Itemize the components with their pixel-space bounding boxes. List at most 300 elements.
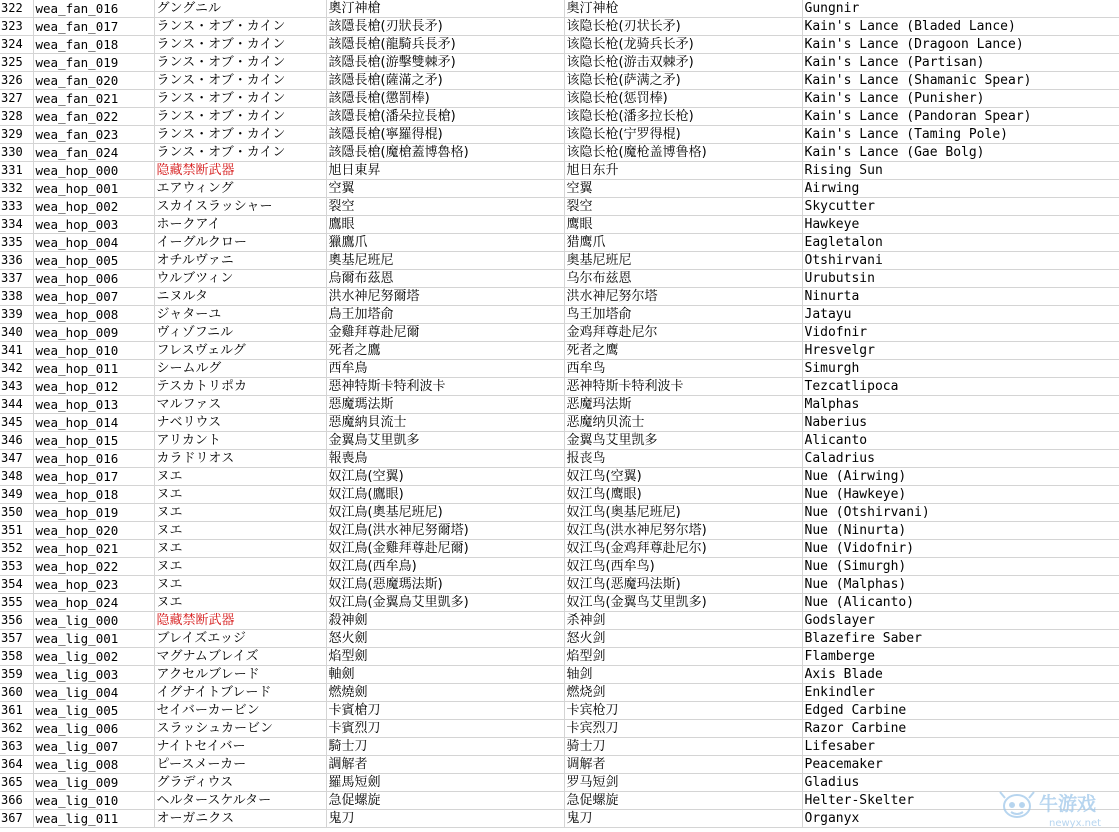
row-number-cell[interactable]: 331	[0, 162, 33, 180]
traditional-chinese-cell[interactable]: 羅馬短劍	[326, 774, 564, 792]
simplified-chinese-cell[interactable]: 急促螺旋	[564, 792, 802, 810]
japanese-name-cell[interactable]: カラドリオス	[154, 450, 326, 468]
row-number-cell[interactable]: 326	[0, 72, 33, 90]
english-name-cell[interactable]: Nue (Vidofnir)	[802, 540, 1119, 558]
row-number-cell[interactable]: 348	[0, 468, 33, 486]
english-name-cell[interactable]: Axis Blade	[802, 666, 1119, 684]
english-name-cell[interactable]: Nue (Malphas)	[802, 576, 1119, 594]
simplified-chinese-cell[interactable]: 洪水神尼努尔塔	[564, 288, 802, 306]
traditional-chinese-cell[interactable]: 鷹眼	[326, 216, 564, 234]
table-row	[0, 54, 1119, 72]
english-name-cell[interactable]: Godslayer	[802, 612, 1119, 630]
traditional-chinese-cell[interactable]: 裂空	[326, 198, 564, 216]
english-name-cell[interactable]: Vidofnir	[802, 324, 1119, 342]
simplified-chinese-cell[interactable]: 奴江鸟(洪水神尼努尔塔)	[564, 522, 802, 540]
row-number-cell[interactable]: 356	[0, 612, 33, 630]
simplified-chinese-cell[interactable]: 奴江鸟(西牟鸟)	[564, 558, 802, 576]
japanese-name-cell[interactable]: オチルヴァニ	[154, 252, 326, 270]
table-row	[0, 108, 1119, 126]
id-cell[interactable]: wea_hop_020	[33, 522, 154, 540]
id-cell[interactable]: wea_lig_004	[33, 684, 154, 702]
id-cell[interactable]: wea_hop_010	[33, 342, 154, 360]
row-number-cell[interactable]: 323	[0, 18, 33, 36]
row-number-cell[interactable]: 344	[0, 396, 33, 414]
id-cell[interactable]: wea_fan_018	[33, 36, 154, 54]
traditional-chinese-cell[interactable]: 鬼刀	[326, 810, 564, 828]
traditional-chinese-cell[interactable]: 該隱長槍(刃狀長矛)	[326, 18, 564, 36]
row-number-cell[interactable]: 346	[0, 432, 33, 450]
row-number-cell[interactable]: 339	[0, 306, 33, 324]
simplified-chinese-cell[interactable]: 奴江鸟(奥基尼班尼)	[564, 504, 802, 522]
table-row	[0, 252, 1119, 270]
row-number-cell[interactable]: 341	[0, 342, 33, 360]
simplified-chinese-cell[interactable]: 奴江鸟(恶魔玛法斯)	[564, 576, 802, 594]
japanese-name-cell[interactable]: ランス・オブ・カイン	[154, 72, 326, 90]
japanese-name-cell[interactable]: アリカント	[154, 432, 326, 450]
japanese-name-cell[interactable]: ピースメーカー	[154, 756, 326, 774]
simplified-chinese-cell[interactable]: 轴剑	[564, 666, 802, 684]
id-cell[interactable]: wea_hop_009	[33, 324, 154, 342]
japanese-name-cell[interactable]: ランス・オブ・カイン	[154, 108, 326, 126]
id-cell[interactable]: wea_hop_023	[33, 576, 154, 594]
row-number-cell[interactable]: 365	[0, 774, 33, 792]
id-cell[interactable]: wea_hop_013	[33, 396, 154, 414]
row-number-cell[interactable]: 336	[0, 252, 33, 270]
row-number-cell[interactable]: 366	[0, 792, 33, 810]
traditional-chinese-cell[interactable]: 調解者	[326, 756, 564, 774]
english-name-cell[interactable]: Helter-Skelter	[802, 792, 1119, 810]
japanese-name-cell[interactable]: イグナイトブレード	[154, 684, 326, 702]
english-name-cell[interactable]: Razor Carbine	[802, 720, 1119, 738]
english-name-cell[interactable]: Kain's Lance (Dragoon Lance)	[802, 36, 1119, 54]
simplified-chinese-cell[interactable]: 骑士刀	[564, 738, 802, 756]
id-cell[interactable]: wea_lig_005	[33, 702, 154, 720]
row-number-cell[interactable]: 358	[0, 648, 33, 666]
english-name-cell[interactable]: Ninurta	[802, 288, 1119, 306]
id-cell[interactable]: wea_fan_016	[33, 0, 154, 18]
traditional-chinese-cell[interactable]: 空翼	[326, 180, 564, 198]
simplified-chinese-cell[interactable]: 奴江鸟(空翼)	[564, 468, 802, 486]
table-row	[0, 486, 1119, 504]
simplified-chinese-cell[interactable]: 该隐长枪(魔枪盖博鲁格)	[564, 144, 802, 162]
row-number-cell[interactable]: 342	[0, 360, 33, 378]
row-number-cell[interactable]: 352	[0, 540, 33, 558]
table-row	[0, 612, 1119, 630]
traditional-chinese-cell[interactable]: 奴江鳥(金雞拜尊赴尼爾)	[326, 540, 564, 558]
id-cell[interactable]: wea_fan_019	[33, 54, 154, 72]
id-cell[interactable]: wea_lig_003	[33, 666, 154, 684]
id-cell[interactable]: wea_hop_005	[33, 252, 154, 270]
traditional-chinese-cell[interactable]: 軸劍	[326, 666, 564, 684]
japanese-name-cell[interactable]: マグナムブレイズ	[154, 648, 326, 666]
row-number-cell[interactable]: 353	[0, 558, 33, 576]
table-row	[0, 648, 1119, 666]
traditional-chinese-cell[interactable]: 奴江鳥(洪水神尼努爾塔)	[326, 522, 564, 540]
traditional-chinese-cell[interactable]: 奴江鳥(金翼鳥艾里凱多)	[326, 594, 564, 612]
japanese-name-cell[interactable]: ブレイズエッジ	[154, 630, 326, 648]
japanese-name-cell[interactable]: ヌエ	[154, 468, 326, 486]
english-name-cell[interactable]: Flamberge	[802, 648, 1119, 666]
simplified-chinese-cell[interactable]: 鹰眼	[564, 216, 802, 234]
japanese-name-cell[interactable]: ニヌルタ	[154, 288, 326, 306]
id-cell[interactable]: wea_hop_001	[33, 180, 154, 198]
traditional-chinese-cell[interactable]: 奴江鳥(空翼)	[326, 468, 564, 486]
english-name-cell[interactable]: Malphas	[802, 396, 1119, 414]
simplified-chinese-cell[interactable]: 乌尔布兹恩	[564, 270, 802, 288]
row-number-cell[interactable]: 354	[0, 576, 33, 594]
table-row	[0, 342, 1119, 360]
row-number-cell[interactable]: 327	[0, 90, 33, 108]
simplified-chinese-cell[interactable]: 金鸡拜尊赴尼尔	[564, 324, 802, 342]
japanese-name-cell[interactable]: エアウィング	[154, 180, 326, 198]
table-row	[0, 432, 1119, 450]
id-cell[interactable]: wea_hop_024	[33, 594, 154, 612]
simplified-chinese-cell[interactable]: 该隐长枪(萨满之矛)	[564, 72, 802, 90]
id-cell[interactable]: wea_hop_000	[33, 162, 154, 180]
row-number-cell[interactable]: 351	[0, 522, 33, 540]
simplified-chinese-cell[interactable]: 奴江鸟(金鸡拜尊赴尼尔)	[564, 540, 802, 558]
english-name-cell[interactable]: Kain's Lance (Gae Bolg)	[802, 144, 1119, 162]
japanese-name-cell[interactable]: ナベリウス	[154, 414, 326, 432]
id-cell[interactable]: wea_lig_011	[33, 810, 154, 828]
table-row	[0, 216, 1119, 234]
japanese-name-cell[interactable]: ヌエ	[154, 576, 326, 594]
id-cell[interactable]: wea_hop_022	[33, 558, 154, 576]
table-row	[0, 18, 1119, 36]
simplified-chinese-cell[interactable]: 卡宾烈刀	[564, 720, 802, 738]
table-row	[0, 450, 1119, 468]
table-row	[0, 126, 1119, 144]
row-number-cell[interactable]: 328	[0, 108, 33, 126]
english-name-cell[interactable]: Caladrius	[802, 450, 1119, 468]
id-cell[interactable]: wea_hop_019	[33, 504, 154, 522]
english-name-cell[interactable]: Blazefire Saber	[802, 630, 1119, 648]
simplified-chinese-cell[interactable]: 恶魔纳贝流士	[564, 414, 802, 432]
simplified-chinese-cell[interactable]: 该隐长枪(宁罗得棍)	[564, 126, 802, 144]
row-number-cell[interactable]: 340	[0, 324, 33, 342]
japanese-name-cell[interactable]: ヌエ	[154, 558, 326, 576]
simplified-chinese-cell[interactable]: 该隐长枪(惩罚棒)	[564, 90, 802, 108]
english-name-cell[interactable]: Urubutsin	[802, 270, 1119, 288]
simplified-chinese-cell[interactable]: 鸟王加塔俞	[564, 306, 802, 324]
english-name-cell[interactable]: Alicanto	[802, 432, 1119, 450]
japanese-name-cell[interactable]: フレスヴェルグ	[154, 342, 326, 360]
japanese-name-cell[interactable]: マルファス	[154, 396, 326, 414]
traditional-chinese-cell[interactable]: 金翼鳥艾里凱多	[326, 432, 564, 450]
english-name-cell[interactable]: Nue (Simurgh)	[802, 558, 1119, 576]
row-number-cell[interactable]: 357	[0, 630, 33, 648]
simplified-chinese-cell[interactable]: 死者之鹰	[564, 342, 802, 360]
traditional-chinese-cell[interactable]: 奧汀神槍	[326, 0, 564, 18]
simplified-chinese-cell[interactable]: 罗马短剑	[564, 774, 802, 792]
english-name-cell[interactable]: Otshirvani	[802, 252, 1119, 270]
id-cell[interactable]: wea_lig_007	[33, 738, 154, 756]
japanese-name-cell[interactable]: ヌエ	[154, 522, 326, 540]
english-name-cell[interactable]: Tezcatlipoca	[802, 378, 1119, 396]
row-number-cell[interactable]: 360	[0, 684, 33, 702]
traditional-chinese-cell[interactable]: 該隱長槍(懲罰棒)	[326, 90, 564, 108]
japanese-name-cell[interactable]: ウルブツィン	[154, 270, 326, 288]
japanese-name-cell[interactable]: ランス・オブ・カイン	[154, 36, 326, 54]
japanese-name-cell[interactable]: ホークアイ	[154, 216, 326, 234]
english-name-cell[interactable]: Rising Sun	[802, 162, 1119, 180]
table-row	[0, 738, 1119, 756]
simplified-chinese-cell[interactable]: 裂空	[564, 198, 802, 216]
id-cell[interactable]: wea_lig_008	[33, 756, 154, 774]
row-number-cell[interactable]: 367	[0, 810, 33, 828]
english-name-cell[interactable]: Nue (Otshirvani)	[802, 504, 1119, 522]
id-cell[interactable]: wea_hop_014	[33, 414, 154, 432]
id-cell[interactable]: wea_lig_000	[33, 612, 154, 630]
id-cell[interactable]: wea_hop_006	[33, 270, 154, 288]
traditional-chinese-cell[interactable]: 卡賓槍刀	[326, 702, 564, 720]
traditional-chinese-cell[interactable]: 旭日東昇	[326, 162, 564, 180]
simplified-chinese-cell[interactable]: 该隐长枪(游击双棘矛)	[564, 54, 802, 72]
japanese-name-cell[interactable]: 隐藏禁断武器	[154, 612, 326, 630]
id-cell[interactable]: wea_hop_017	[33, 468, 154, 486]
english-name-cell[interactable]: Nue (Ninurta)	[802, 522, 1119, 540]
english-name-cell[interactable]: Simurgh	[802, 360, 1119, 378]
row-number-cell[interactable]: 338	[0, 288, 33, 306]
japanese-name-cell[interactable]: オーガニクス	[154, 810, 326, 828]
english-name-cell[interactable]: Gungnir	[802, 0, 1119, 18]
simplified-chinese-cell[interactable]: 奴江鸟(金翼鸟艾里凯多)	[564, 594, 802, 612]
id-cell[interactable]: wea_hop_002	[33, 198, 154, 216]
japanese-name-cell[interactable]: ランス・オブ・カイン	[154, 90, 326, 108]
simplified-chinese-cell[interactable]: 该隐长枪(龙骑兵长矛)	[564, 36, 802, 54]
table-row	[0, 792, 1119, 810]
table-row	[0, 36, 1119, 54]
english-name-cell[interactable]: Hawkeye	[802, 216, 1119, 234]
id-cell[interactable]: wea_hop_004	[33, 234, 154, 252]
japanese-name-cell[interactable]: アクセルブレード	[154, 666, 326, 684]
simplified-chinese-cell[interactable]: 该隐长枪(潘多拉长枪)	[564, 108, 802, 126]
row-number-cell[interactable]: 333	[0, 198, 33, 216]
japanese-name-cell[interactable]: ヌエ	[154, 486, 326, 504]
row-number-cell[interactable]: 362	[0, 720, 33, 738]
table-row	[0, 810, 1119, 828]
traditional-chinese-cell[interactable]: 殺神劍	[326, 612, 564, 630]
japanese-name-cell[interactable]: ヌエ	[154, 540, 326, 558]
japanese-name-cell[interactable]: ランス・オブ・カイン	[154, 144, 326, 162]
id-cell[interactable]: wea_lig_010	[33, 792, 154, 810]
japanese-name-cell[interactable]: ヌエ	[154, 594, 326, 612]
traditional-chinese-cell[interactable]: 惡神特斯卡特利波卡	[326, 378, 564, 396]
table-row	[0, 630, 1119, 648]
table-row	[0, 576, 1119, 594]
traditional-chinese-cell[interactable]: 洪水神尼努爾塔	[326, 288, 564, 306]
row-number-cell[interactable]: 329	[0, 126, 33, 144]
traditional-chinese-cell[interactable]: 該隱長槍(龍騎兵長矛)	[326, 36, 564, 54]
simplified-chinese-cell[interactable]: 猎鹰爪	[564, 234, 802, 252]
id-cell[interactable]: wea_hop_016	[33, 450, 154, 468]
english-name-cell[interactable]: Skycutter	[802, 198, 1119, 216]
traditional-chinese-cell[interactable]: 西牟鳥	[326, 360, 564, 378]
id-cell[interactable]: wea_fan_021	[33, 90, 154, 108]
table-row	[0, 666, 1119, 684]
japanese-name-cell[interactable]: シームルグ	[154, 360, 326, 378]
japanese-name-cell[interactable]: グングニル	[154, 0, 326, 18]
row-number-cell[interactable]: 330	[0, 144, 33, 162]
row-number-cell[interactable]: 350	[0, 504, 33, 522]
english-name-cell[interactable]: Kain's Lance (Pandoran Spear)	[802, 108, 1119, 126]
traditional-chinese-cell[interactable]: 燃燒劍	[326, 684, 564, 702]
japanese-name-cell[interactable]: スカイスラッシャー	[154, 198, 326, 216]
simplified-chinese-cell[interactable]: 旭日东升	[564, 162, 802, 180]
row-number-cell[interactable]: 359	[0, 666, 33, 684]
id-cell[interactable]: wea_hop_008	[33, 306, 154, 324]
traditional-chinese-cell[interactable]: 焰型劍	[326, 648, 564, 666]
row-number-cell[interactable]: 364	[0, 756, 33, 774]
english-name-cell[interactable]: Gladius	[802, 774, 1119, 792]
traditional-chinese-cell[interactable]: 怒火劍	[326, 630, 564, 648]
simplified-chinese-cell[interactable]: 调解者	[564, 756, 802, 774]
id-cell[interactable]: wea_lig_009	[33, 774, 154, 792]
table-row	[0, 504, 1119, 522]
traditional-chinese-cell[interactable]: 獵鷹爪	[326, 234, 564, 252]
japanese-name-cell[interactable]: スラッシュカービン	[154, 720, 326, 738]
row-number-cell[interactable]: 355	[0, 594, 33, 612]
english-name-cell[interactable]: Nue (Alicanto)	[802, 594, 1119, 612]
simplified-chinese-cell[interactable]: 燃烧剑	[564, 684, 802, 702]
simplified-chinese-cell[interactable]: 西牟鸟	[564, 360, 802, 378]
traditional-chinese-cell[interactable]: 鳥王加塔俞	[326, 306, 564, 324]
traditional-chinese-cell[interactable]: 急促螺旋	[326, 792, 564, 810]
japanese-name-cell[interactable]: ランス・オブ・カイン	[154, 126, 326, 144]
english-name-cell[interactable]: Enkindler	[802, 684, 1119, 702]
id-cell[interactable]: wea_fan_023	[33, 126, 154, 144]
simplified-chinese-cell[interactable]: 金翼鸟艾里凯多	[564, 432, 802, 450]
japanese-name-cell[interactable]: ジャターユ	[154, 306, 326, 324]
english-name-cell[interactable]: Hresvelgr	[802, 342, 1119, 360]
english-name-cell[interactable]: Peacemaker	[802, 756, 1119, 774]
traditional-chinese-cell[interactable]: 奴江鳥(奧基尼班尼)	[326, 504, 564, 522]
japanese-name-cell[interactable]: テスカトリポカ	[154, 378, 326, 396]
id-cell[interactable]: wea_lig_006	[33, 720, 154, 738]
simplified-chinese-cell[interactable]: 该隐长枪(刃状长矛)	[564, 18, 802, 36]
traditional-chinese-cell[interactable]: 奧基尼班尼	[326, 252, 564, 270]
row-number-cell[interactable]: 363	[0, 738, 33, 756]
japanese-name-cell[interactable]: セイバーカービン	[154, 702, 326, 720]
traditional-chinese-cell[interactable]: 該隱長槍(游擊雙棘矛)	[326, 54, 564, 72]
traditional-chinese-cell[interactable]: 報喪鳥	[326, 450, 564, 468]
row-number-cell[interactable]: 332	[0, 180, 33, 198]
japanese-name-cell[interactable]: イーグルクロー	[154, 234, 326, 252]
id-cell[interactable]: wea_hop_015	[33, 432, 154, 450]
japanese-name-cell[interactable]: ランス・オブ・カイン	[154, 54, 326, 72]
id-cell[interactable]: wea_fan_017	[33, 18, 154, 36]
english-name-cell[interactable]: Kain's Lance (Bladed Lance)	[802, 18, 1119, 36]
japanese-name-cell[interactable]: ナイトセイバー	[154, 738, 326, 756]
english-name-cell[interactable]: Kain's Lance (Taming Pole)	[802, 126, 1119, 144]
id-cell[interactable]: wea_fan_020	[33, 72, 154, 90]
english-name-cell[interactable]: Nue (Airwing)	[802, 468, 1119, 486]
simplified-chinese-cell[interactable]: 恶神特斯卡特利波卡	[564, 378, 802, 396]
english-name-cell[interactable]: Lifesaber	[802, 738, 1119, 756]
japanese-name-cell[interactable]: ヘルタースケルター	[154, 792, 326, 810]
english-name-cell[interactable]: Airwing	[802, 180, 1119, 198]
japanese-name-cell[interactable]: ランス・オブ・カイン	[154, 18, 326, 36]
traditional-chinese-cell[interactable]: 死者之鷹	[326, 342, 564, 360]
row-number-cell[interactable]: 322	[0, 0, 33, 18]
id-cell[interactable]: wea_hop_011	[33, 360, 154, 378]
japanese-name-cell[interactable]: ヴィゾフニル	[154, 324, 326, 342]
traditional-chinese-cell[interactable]: 騎士刀	[326, 738, 564, 756]
english-name-cell[interactable]: Nue (Hawkeye)	[802, 486, 1119, 504]
row-number-cell[interactable]: 345	[0, 414, 33, 432]
row-number-cell[interactable]: 349	[0, 486, 33, 504]
traditional-chinese-cell[interactable]: 惡魔瑪法斯	[326, 396, 564, 414]
japanese-name-cell[interactable]: 隐藏禁断武器	[154, 162, 326, 180]
row-number-cell[interactable]: 335	[0, 234, 33, 252]
id-cell[interactable]: wea_hop_018	[33, 486, 154, 504]
traditional-chinese-cell[interactable]: 該隱長槍(魔槍蓋博魯格)	[326, 144, 564, 162]
japanese-name-cell[interactable]: グラディウス	[154, 774, 326, 792]
table-row	[0, 180, 1119, 198]
simplified-chinese-cell[interactable]: 怒火剑	[564, 630, 802, 648]
id-cell[interactable]: wea_hop_012	[33, 378, 154, 396]
simplified-chinese-cell[interactable]: 鬼刀	[564, 810, 802, 828]
simplified-chinese-cell[interactable]: 空翼	[564, 180, 802, 198]
table-row	[0, 198, 1119, 216]
simplified-chinese-cell[interactable]: 焰型剑	[564, 648, 802, 666]
english-name-cell[interactable]: Eagletalon	[802, 234, 1119, 252]
simplified-chinese-cell[interactable]: 报丧鸟	[564, 450, 802, 468]
table-row	[0, 522, 1119, 540]
traditional-chinese-cell[interactable]: 該隱長槍(寧羅得棍)	[326, 126, 564, 144]
row-number-cell[interactable]: 337	[0, 270, 33, 288]
simplified-chinese-cell[interactable]: 卡宾枪刀	[564, 702, 802, 720]
english-name-cell[interactable]: Edged Carbine	[802, 702, 1119, 720]
id-cell[interactable]: wea_lig_001	[33, 630, 154, 648]
row-number-cell[interactable]: 324	[0, 36, 33, 54]
row-number-cell[interactable]: 325	[0, 54, 33, 72]
id-cell[interactable]: wea_fan_024	[33, 144, 154, 162]
traditional-chinese-cell[interactable]: 烏爾布茲恩	[326, 270, 564, 288]
english-name-cell[interactable]: Naberius	[802, 414, 1119, 432]
simplified-chinese-cell[interactable]: 奴江鸟(鹰眼)	[564, 486, 802, 504]
simplified-chinese-cell[interactable]: 奥汀神枪	[564, 0, 802, 18]
traditional-chinese-cell[interactable]: 卡賓烈刀	[326, 720, 564, 738]
traditional-chinese-cell[interactable]: 奴江鳥(惡魔瑪法斯)	[326, 576, 564, 594]
id-cell[interactable]: wea_hop_003	[33, 216, 154, 234]
english-name-cell[interactable]: Kain's Lance (Punisher)	[802, 90, 1119, 108]
traditional-chinese-cell[interactable]: 該隱長槍(薩滿之矛)	[326, 72, 564, 90]
traditional-chinese-cell[interactable]: 金雞拜尊赴尼爾	[326, 324, 564, 342]
simplified-chinese-cell[interactable]: 奥基尼班尼	[564, 252, 802, 270]
japanese-name-cell[interactable]: ヌエ	[154, 504, 326, 522]
id-cell[interactable]: wea_fan_022	[33, 108, 154, 126]
simplified-chinese-cell[interactable]: 杀神剑	[564, 612, 802, 630]
row-number-cell[interactable]: 334	[0, 216, 33, 234]
traditional-chinese-cell[interactable]: 奴江鳥(西牟鳥)	[326, 558, 564, 576]
english-name-cell[interactable]: Kain's Lance (Shamanic Spear)	[802, 72, 1119, 90]
row-number-cell[interactable]: 347	[0, 450, 33, 468]
row-number-cell[interactable]: 361	[0, 702, 33, 720]
english-name-cell[interactable]: Kain's Lance (Partisan)	[802, 54, 1119, 72]
english-name-cell[interactable]: Jatayu	[802, 306, 1119, 324]
id-cell[interactable]: wea_lig_002	[33, 648, 154, 666]
table-row	[0, 360, 1119, 378]
id-cell[interactable]: wea_hop_007	[33, 288, 154, 306]
traditional-chinese-cell[interactable]: 惡魔納貝流士	[326, 414, 564, 432]
traditional-chinese-cell[interactable]: 該隱長槍(潘朵拉長槍)	[326, 108, 564, 126]
row-number-cell[interactable]: 343	[0, 378, 33, 396]
traditional-chinese-cell[interactable]: 奴江鳥(鷹眼)	[326, 486, 564, 504]
english-name-cell[interactable]: Organyx	[802, 810, 1119, 828]
id-cell[interactable]: wea_hop_021	[33, 540, 154, 558]
simplified-chinese-cell[interactable]: 恶魔玛法斯	[564, 396, 802, 414]
